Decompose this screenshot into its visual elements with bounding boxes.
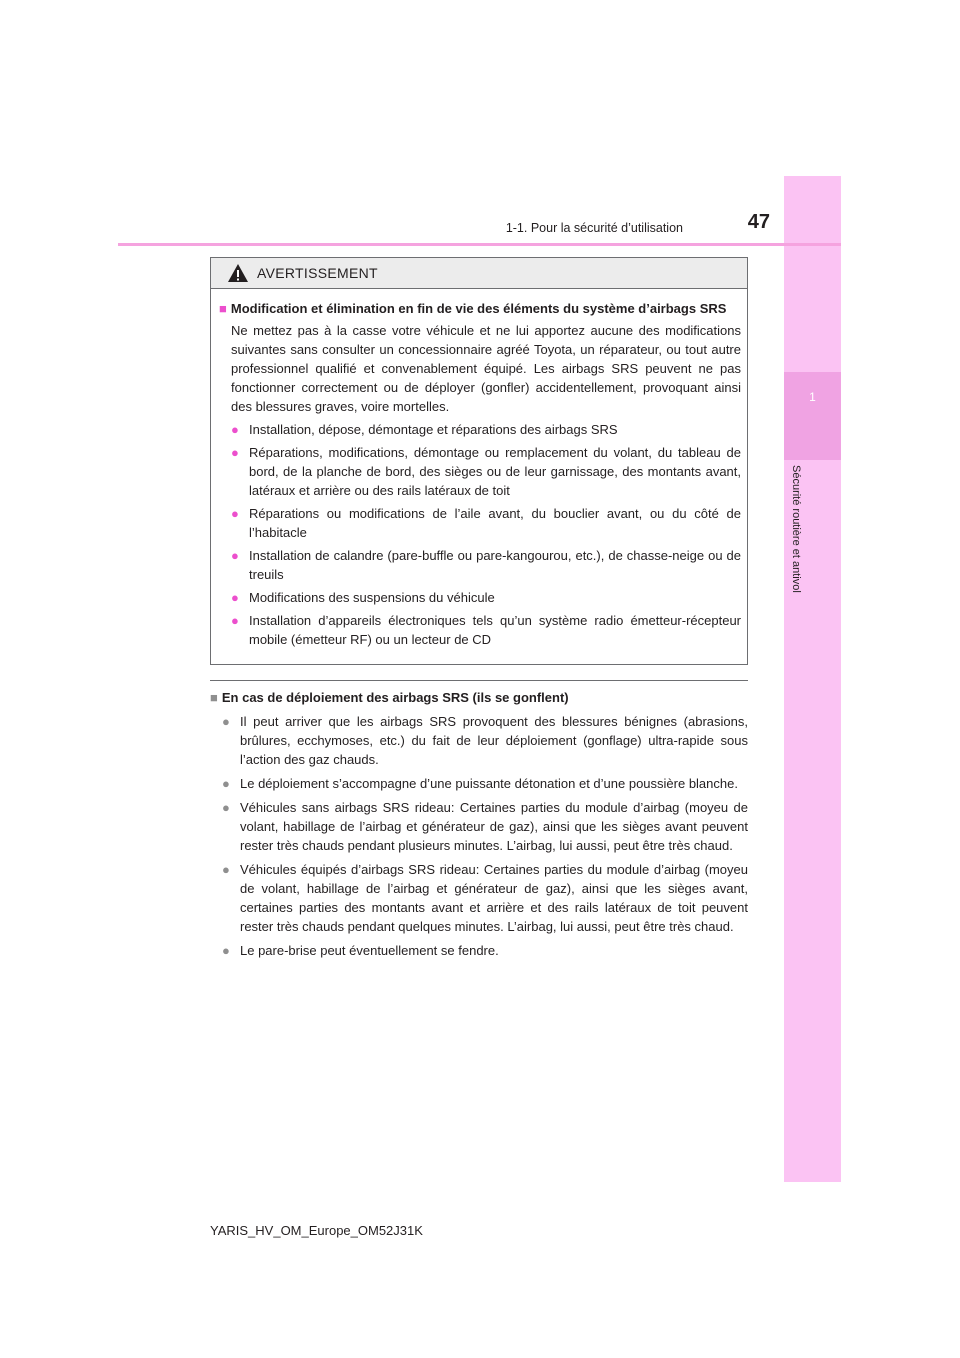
list-item (210, 774, 748, 793)
list-item-text: Véhicules sans airbags SRS rideau: Certaines parties du module d’airbag (moyeu de volant, habillage de l’airbag et générateur de gaz), ainsi que les sièges avant peuvent rester très chauds pendant plusieurs minutes. L’airbag, lui aussi, peut être très chaud. (240, 800, 748, 853)
round-bullet-icon: ● (231, 613, 239, 628)
list-item-text: Réparations ou modifications de l’aile avant, du bouclier avant, ou du côté de l’habitacle (249, 506, 741, 540)
section-divider (210, 680, 748, 681)
warning-heading (219, 299, 741, 318)
list-item-text: Véhicules équipés d’airbags SRS rideau: Certaines parties du module d’airbag (moyeu de volant, habillage de l’airbag et générateur de gaz), ainsi que les sièges avant, certaines parties des montants avant et arrière et des rails latéraux de toit peuvent rester très chauds pendant quelques minutes. L’airbag, lui aussi, peut être très chaud. (240, 862, 748, 934)
list-item (219, 443, 741, 500)
chapter-label: Sécurité routière et antivol (790, 465, 802, 593)
section-heading-text: En cas de déploiement des airbags SRS (ils se gonflent) (221, 690, 569, 705)
round-bullet-icon: ● (231, 506, 239, 521)
round-bullet-icon: ● (222, 776, 230, 791)
page-number: 47 (747, 211, 770, 233)
list-item (219, 611, 741, 649)
round-bullet-icon: ● (231, 590, 239, 605)
square-bullet-icon: ■ (210, 690, 218, 705)
warning-box (210, 257, 748, 665)
warning-header (211, 258, 747, 289)
side-tab (784, 176, 841, 1182)
deployment-section (210, 688, 748, 960)
list-item (210, 798, 748, 855)
square-bullet-icon: ■ (219, 301, 227, 316)
list-item (219, 420, 741, 439)
round-bullet-icon: ● (222, 714, 230, 729)
list-item-text: Il peut arriver que les airbags SRS provoquent des blessures bénignes (abrasions, brûlures, ecchymoses, etc.) du fait de leur déploiement (gonflage) ultra-rapide sous l’action des gaz chauds. (240, 714, 748, 767)
header-rule (118, 243, 841, 246)
warning-body (211, 289, 747, 649)
list-item-text: Le déploiement s’accompagne d’une puissante détonation et d’une poussière blanche. (240, 776, 738, 791)
round-bullet-icon: ● (222, 862, 230, 877)
warning-triangle-icon (227, 263, 249, 283)
chapter-number: 1 (809, 390, 816, 404)
round-bullet-icon: ● (222, 800, 230, 815)
list-item-text: Réparations, modifications, démontage ou remplacement du volant, du tableau de bord, de la planche de bord, des sièges ou de leur garnissage, des montants avant, latéraux et arrière ou des rails latéraux de toit (249, 445, 741, 498)
list-item (210, 860, 748, 936)
list-item (210, 941, 748, 960)
list-item (219, 504, 741, 542)
header-section-title: 1-1. Pour la sécurité d’utilisation (505, 221, 683, 235)
round-bullet-icon: ● (231, 422, 239, 437)
list-item-text: Le pare-brise peut éventuellement se fendre. (240, 943, 499, 958)
round-bullet-icon: ● (222, 943, 230, 958)
list-item-text: Modifications des suspensions du véhicule (249, 590, 495, 605)
list-item (210, 712, 748, 769)
list-item-text: Installation de calandre (pare-buffle ou pare-kangourou, etc.), de chasse-neige ou de treuils (249, 548, 741, 582)
warning-paragraph: Ne mettez pas à la casse votre véhicule et ne lui apportez aucune des modifications suivantes sans consulter un concessionnaire agréé Toyota, un réparateur, ou tout autre professionnel qualifié et convenablement équipé. Les airbags SRS peuvent ne pas fonctionner correctement ou de déployer (gonfler) accidentellement, provoquant ainsi des blessures graves, voire mortelles. (231, 323, 741, 414)
list-item-text: Installation, dépose, démontage et réparations des airbags SRS (249, 422, 618, 437)
side-tab-active-chapter (784, 372, 841, 460)
section-heading (210, 688, 748, 707)
warning-title: AVERTISSEMENT (257, 265, 378, 281)
footer-code: YARIS_HV_OM_Europe_OM52J31K (210, 1223, 423, 1238)
round-bullet-icon: ● (231, 445, 239, 460)
list-item (219, 546, 741, 584)
round-bullet-icon: ● (231, 548, 239, 563)
list-item (219, 588, 741, 607)
list-item-text: Installation d’appareils électroniques tels qu’un système radio émetteur-récepteur mobile (émetteur RF) ou un lecteur de CD (249, 613, 741, 647)
warning-heading-text: Modification et élimination en fin de vie des éléments du système d’airbags SRS (230, 301, 727, 316)
